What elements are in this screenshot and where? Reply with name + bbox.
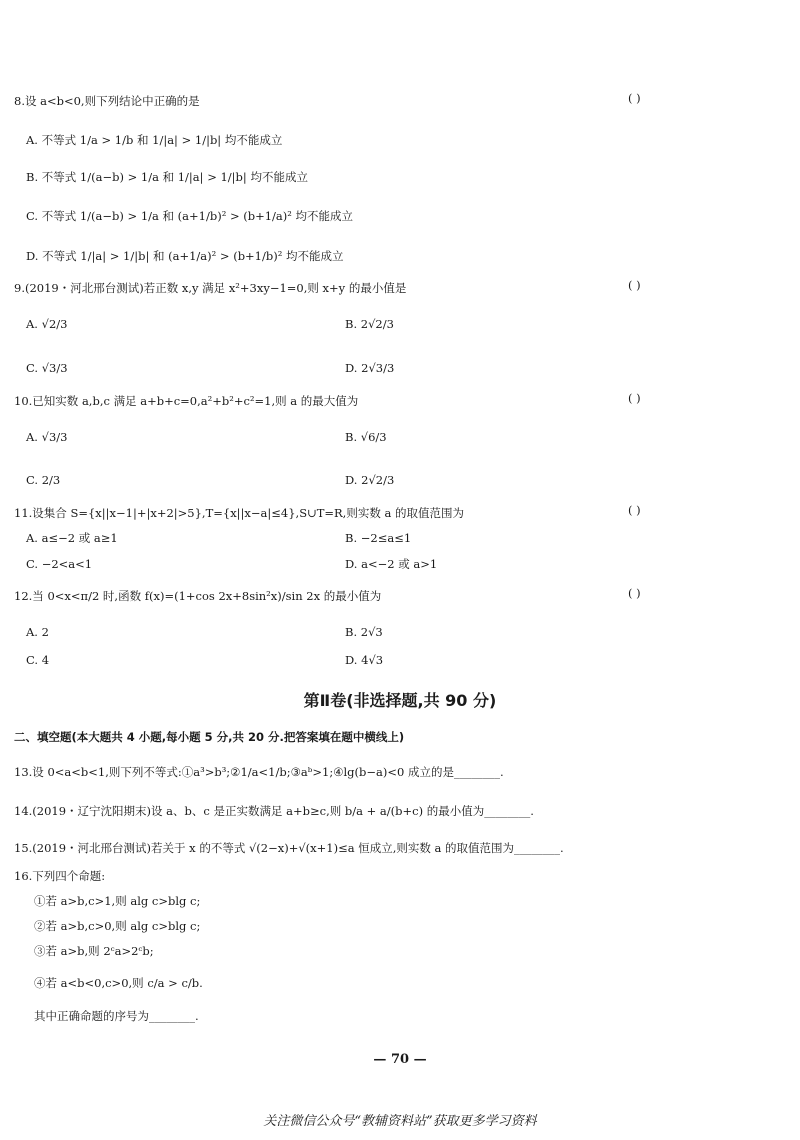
- q16-proposition-4: ④若 a<b<0,c>0,则 c/a > c/b.: [34, 976, 203, 990]
- q11-answer-paren: ( ): [628, 503, 641, 517]
- q10-stem: 10.已知实数 a,b,c 满足 a+b+c=0,a²+b²+c²=1,则 a 的最大值为: [14, 394, 359, 408]
- page-number: — 70 —: [373, 1052, 427, 1067]
- q10-answer-paren: ( ): [628, 391, 641, 405]
- q16-stem: 16.下列四个命题:: [14, 869, 106, 883]
- q14-text: 14.(2019・辽宁沈阳期末)设 a、b、c 是正实数满足 a+b≥c,则 b/a + a/(b+c) 的最小值为________.: [14, 804, 534, 818]
- q10-option-a: A. √3/3: [26, 430, 68, 444]
- q8-option-d: D. 不等式 1/|a| > 1/|b| 和 (a+1/a)² > (b+1/b)² 均不能成立: [26, 249, 344, 263]
- q8-answer-paren: ( ): [628, 91, 641, 105]
- q12-answer-paren: ( ): [628, 586, 641, 600]
- q9-stem: 9.(2019・河北邢台测试)若正数 x,y 满足 x²+3xy−1=0,则 x+y 的最小值是: [14, 281, 407, 295]
- q11-option-c: C. −2<a<1: [26, 557, 93, 571]
- q16-proposition-3: ③若 a>b,则 2ᶜa>2ᶜb;: [34, 944, 154, 958]
- q16-proposition-1: ①若 a>b,c>1,则 alg c>blg c;: [34, 894, 201, 908]
- q10-option-b: B. √6/3: [345, 430, 387, 444]
- q12-option-c: C. 4: [26, 653, 50, 667]
- q11-option-a: A. a≤−2 或 a≥1: [26, 531, 118, 545]
- section-title: 第Ⅱ卷(非选择题,共 90 分): [303, 691, 497, 710]
- q8-option-a: A. 不等式 1/a > 1/b 和 1/|a| > 1/|b| 均不能成立: [26, 133, 283, 147]
- q15-text: 15.(2019・河北邢台测试)若关于 x 的不等式 √(2−x)+√(x+1)≤a 恒成立,则实数 a 的取值范围为________.: [14, 841, 564, 855]
- q16-ask: 其中正确命题的序号为________.: [34, 1009, 199, 1023]
- q10-option-d: D. 2√2/3: [345, 473, 395, 487]
- q12-option-d: D. 4√3: [345, 653, 384, 667]
- q8-stem: 8.设 a<b<0,则下列结论中正确的是: [14, 94, 200, 108]
- q8-option-c: C. 不等式 1/(a−b) > 1/a 和 (a+1/b)² > (b+1/a)² 均不能成立: [26, 209, 354, 223]
- q13-text: 13.设 0<a<b<1,则下列不等式:①a³>b³;②1/a<1/b;③aᵇ>1;④lg(b−a)<0 成立的是________.: [14, 765, 504, 779]
- q9-option-b: B. 2√2/3: [345, 317, 394, 331]
- q8-option-b: B. 不等式 1/(a−b) > 1/a 和 1/|a| > 1/|b| 均不能成立: [26, 170, 308, 184]
- q9-option-d: D. 2√3/3: [345, 361, 395, 375]
- q12-stem: 12.当 0<x<π/2 时,函数 f(x)=(1+cos 2x+8sin²x)/sin 2x 的最小值为: [14, 589, 382, 603]
- q9-option-c: C. √3/3: [26, 361, 68, 375]
- q16-proposition-2: ②若 a>b,c>0,则 alg c>blg c;: [34, 919, 201, 933]
- q11-option-b: B. −2≤a≤1: [345, 531, 412, 545]
- q12-option-a: A. 2: [26, 625, 49, 639]
- q10-option-c: C. 2/3: [26, 473, 61, 487]
- q9-option-a: A. √2/3: [26, 317, 68, 331]
- q12-option-b: B. 2√3: [345, 625, 383, 639]
- q9-answer-paren: ( ): [628, 278, 641, 292]
- q11-option-d: D. a<−2 或 a>1: [345, 557, 438, 571]
- q11-stem: 11.设集合 S={x||x−1|+|x+2|>5},T={x||x−a|≤4},S∪T=R,则实数 a 的取值范围为: [14, 506, 465, 520]
- fill-in-subhead: 二、填空题(本大题共 4 小题,每小题 5 分,共 20 分.把答案填在题中横线上): [14, 730, 405, 744]
- footer-notice: 关注微信公众号“教辅资料站”获取更多学习资料: [263, 1114, 537, 1129]
